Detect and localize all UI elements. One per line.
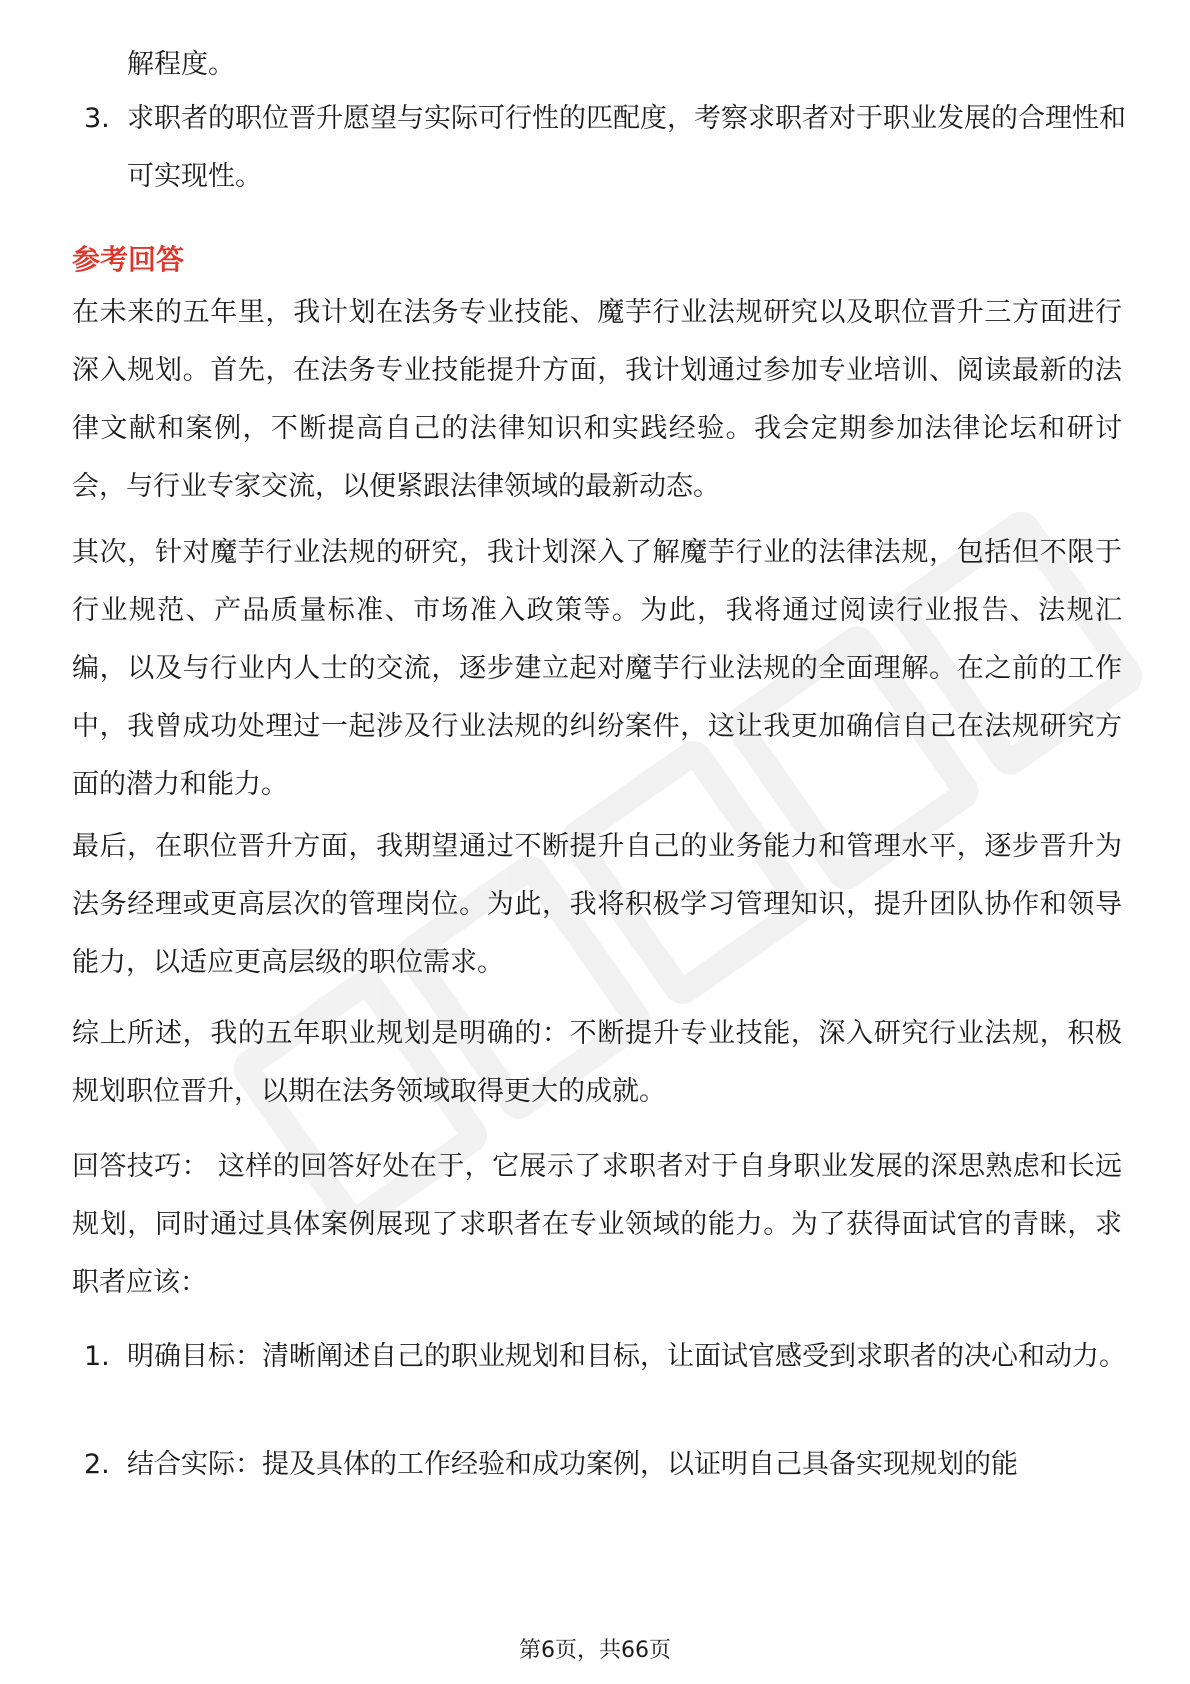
list-item-text: 求职者的职位晋升愿望与实际可行性的匹配度，考察求职者对于职业发展的合理性和可实现性。	[127, 103, 1126, 192]
list-item-number: 2.	[84, 1449, 110, 1480]
section-heading: 参考回答	[72, 243, 185, 276]
list-item-text: 解程度。	[127, 49, 235, 80]
paragraph-3: 最后，在职位晋升方面，我期望通过不断提升自己的业务能力和管理水平，逐步晋升为法务经理或更高层次的管理岗位。为此，我将积极学习管理知识，提升团队协作和领导能力，以适应更高层级的职位需求。	[72, 831, 1122, 978]
list-item-text: 明确目标：清晰阐述自己的职业规划和目标，让面试官感受到求职者的决心和动力。	[127, 1341, 1126, 1372]
paragraph-answer-tips: 回答技巧： 这样的回答好处在于，它展示了求职者对于自身职业发展的深思熟虑和长远规划，同时通过具体案例展现了求职者在专业领域的能力。为了获得面试官的青睐，求职者应该：	[72, 1151, 1122, 1298]
paragraph-1: 在未来的五年里，我计划在法务专业技能、魔芋行业法规研究以及职位晋升三方面进行深入规划。首先，在法务专业技能提升方面，我计划通过参加专业培训、阅读最新的法律文献和案例，不断提高自己的法律知识和实践经验。我会定期参加法律论坛和研讨会，与行业专家交流，以便紧跟法律领域的最新动态。	[72, 297, 1122, 502]
list-item-number: 3.	[84, 103, 110, 134]
page-footer: 第6页，共66页	[519, 1638, 671, 1663]
paragraph-4: 综上所述，我的五年职业规划是明确的：不断提升专业技能，深入研究行业法规，积极规划职位晋升，以期在法务领域取得更大的成就。	[72, 1018, 1122, 1107]
list-item-text: 结合实际：提及具体的工作经验和成功案例，以证明自己具备实现规划的能	[127, 1449, 1018, 1480]
paragraph-2: 其次，针对魔芋行业法规的研究，我计划深入了解魔芋行业的法律法规，包括但不限于行业规范、产品质量标准、市场准入政策等。为此，我将通过阅读行业报告、法规汇编，以及与行业内人士的交流，逐步建立起对魔芋行业法规的全面理解。在之前的工作中，我曾成功处理过一起涉及行业法规的纠纷案件，这让我更加确信自己在法规研究方面的潜力和能力。	[72, 537, 1122, 800]
list-item-number: 1.	[84, 1341, 110, 1372]
